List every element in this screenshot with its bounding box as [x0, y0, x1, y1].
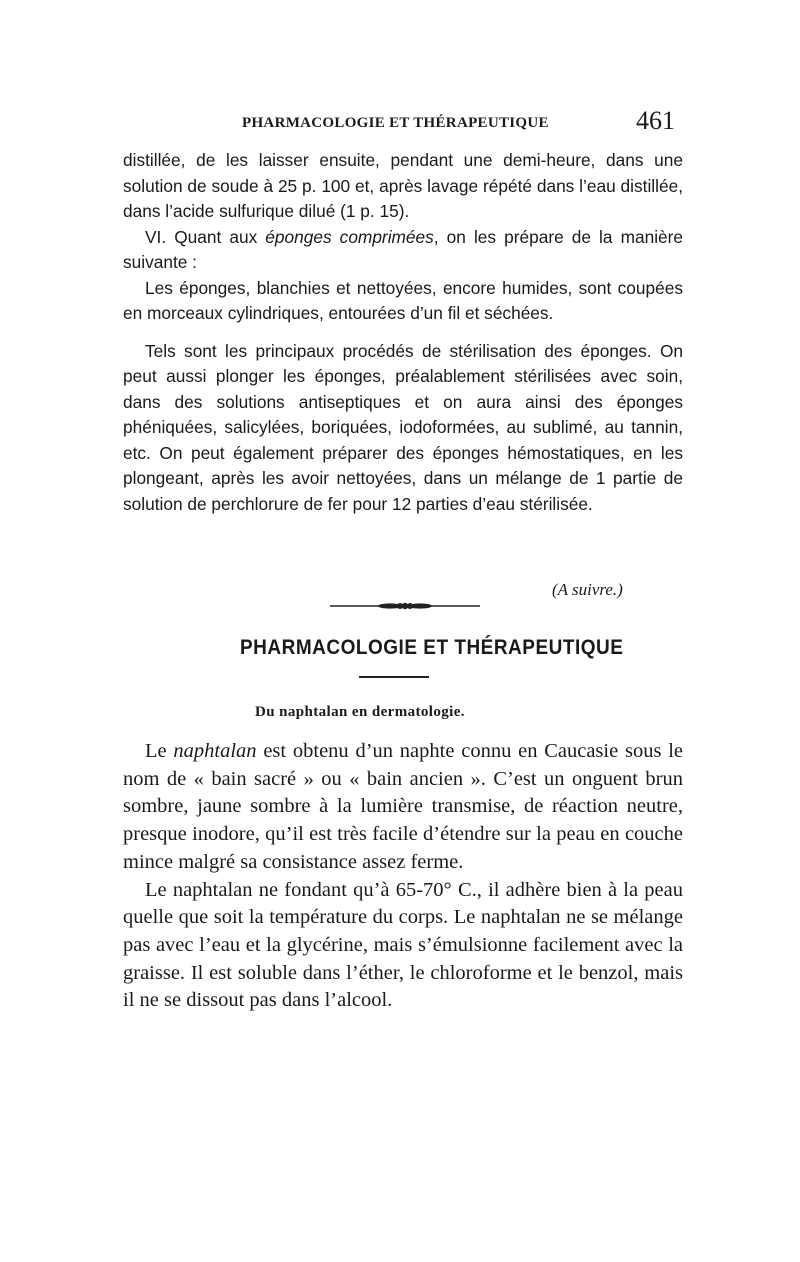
ornament-divider [330, 598, 480, 614]
continued-text [123, 148, 683, 517]
paragraph-compressed-sponges: VI. Quant aux éponges comprimées, on les prépare de la manière suivante : [123, 226, 684, 272]
running-head: PHARMACOLOGIE ET THÉRAPEUTIQUE [242, 115, 549, 131]
page-number: 461 [636, 106, 675, 135]
paragraph-sterilisation-summary: Tels sont les principaux procédés de stérilisation des éponges. On peut aussi plonger les éponges, préalablement stérilisées avec soin, dans des solutions antiseptiques et on aura ainsi des éponges phéniquées, salicylées, boriquées, iodoformées, au sublimé, au tannin, etc. On peut également préparer des éponges hémostatiques, en les plongeant, après les avoir nettoyées, dans un mélange de 1 partie de solution de perchlorure de fer pour 12 parties d’eau stérilisée. [123, 340, 683, 514]
paragraph-sponges-cut: Les éponges, blanchies et nettoyées, encore humides, sont coupées en morceaux cylindriques, entourées d’un fil et séchées. [123, 277, 683, 323]
emphasis-term: éponges comprimées [265, 226, 434, 247]
paragraph-naphtalan-properties: Le naphtalan ne fondant qu’à 65-70° C., il adhère bien à la peau quelle que soit la température du corps. Le naphtalan ne se mélange pas avec l’eau et la glycérine, mais s’émulsionne facilement avec la graisse. Il est soluble dans l’éther, le chloroforme et le benzol, mais il ne se dissout pas dans l’alcool. [123, 878, 683, 1012]
section-title: PHARMACOLOGIE ET THÉRAPEUTIQUE [240, 636, 624, 660]
article-text [123, 738, 683, 1015]
emphasis-term: naphtalan [173, 740, 257, 762]
title-rule [359, 676, 429, 678]
article-subtitle: Du naphtalan en dermatologie. [255, 704, 465, 720]
to-follow-note: (A suivre.) [552, 580, 623, 599]
paragraph-continued: distillée, de les laisser ensuite, pendant une demi-heure, dans une solution de soude à 25 p. 100 et, après lavage répété dans l’eau distillée, dans l’acide sulfurique dilué (1 p. 15). [123, 150, 683, 221]
paragraph-naphtalan-origin: Le naphtalan est obtenu d’un naphte connu en Caucasie sous le nom de « bain sacré » ou « bain ancien ». C’est un onguent brun sombre, jaune sombre à la lumière transmise, de réaction neutre, presque inodore, qu’il est très facile d’étendre sur la peau en couche mince malgré sa consistance assez ferme. [123, 740, 683, 873]
